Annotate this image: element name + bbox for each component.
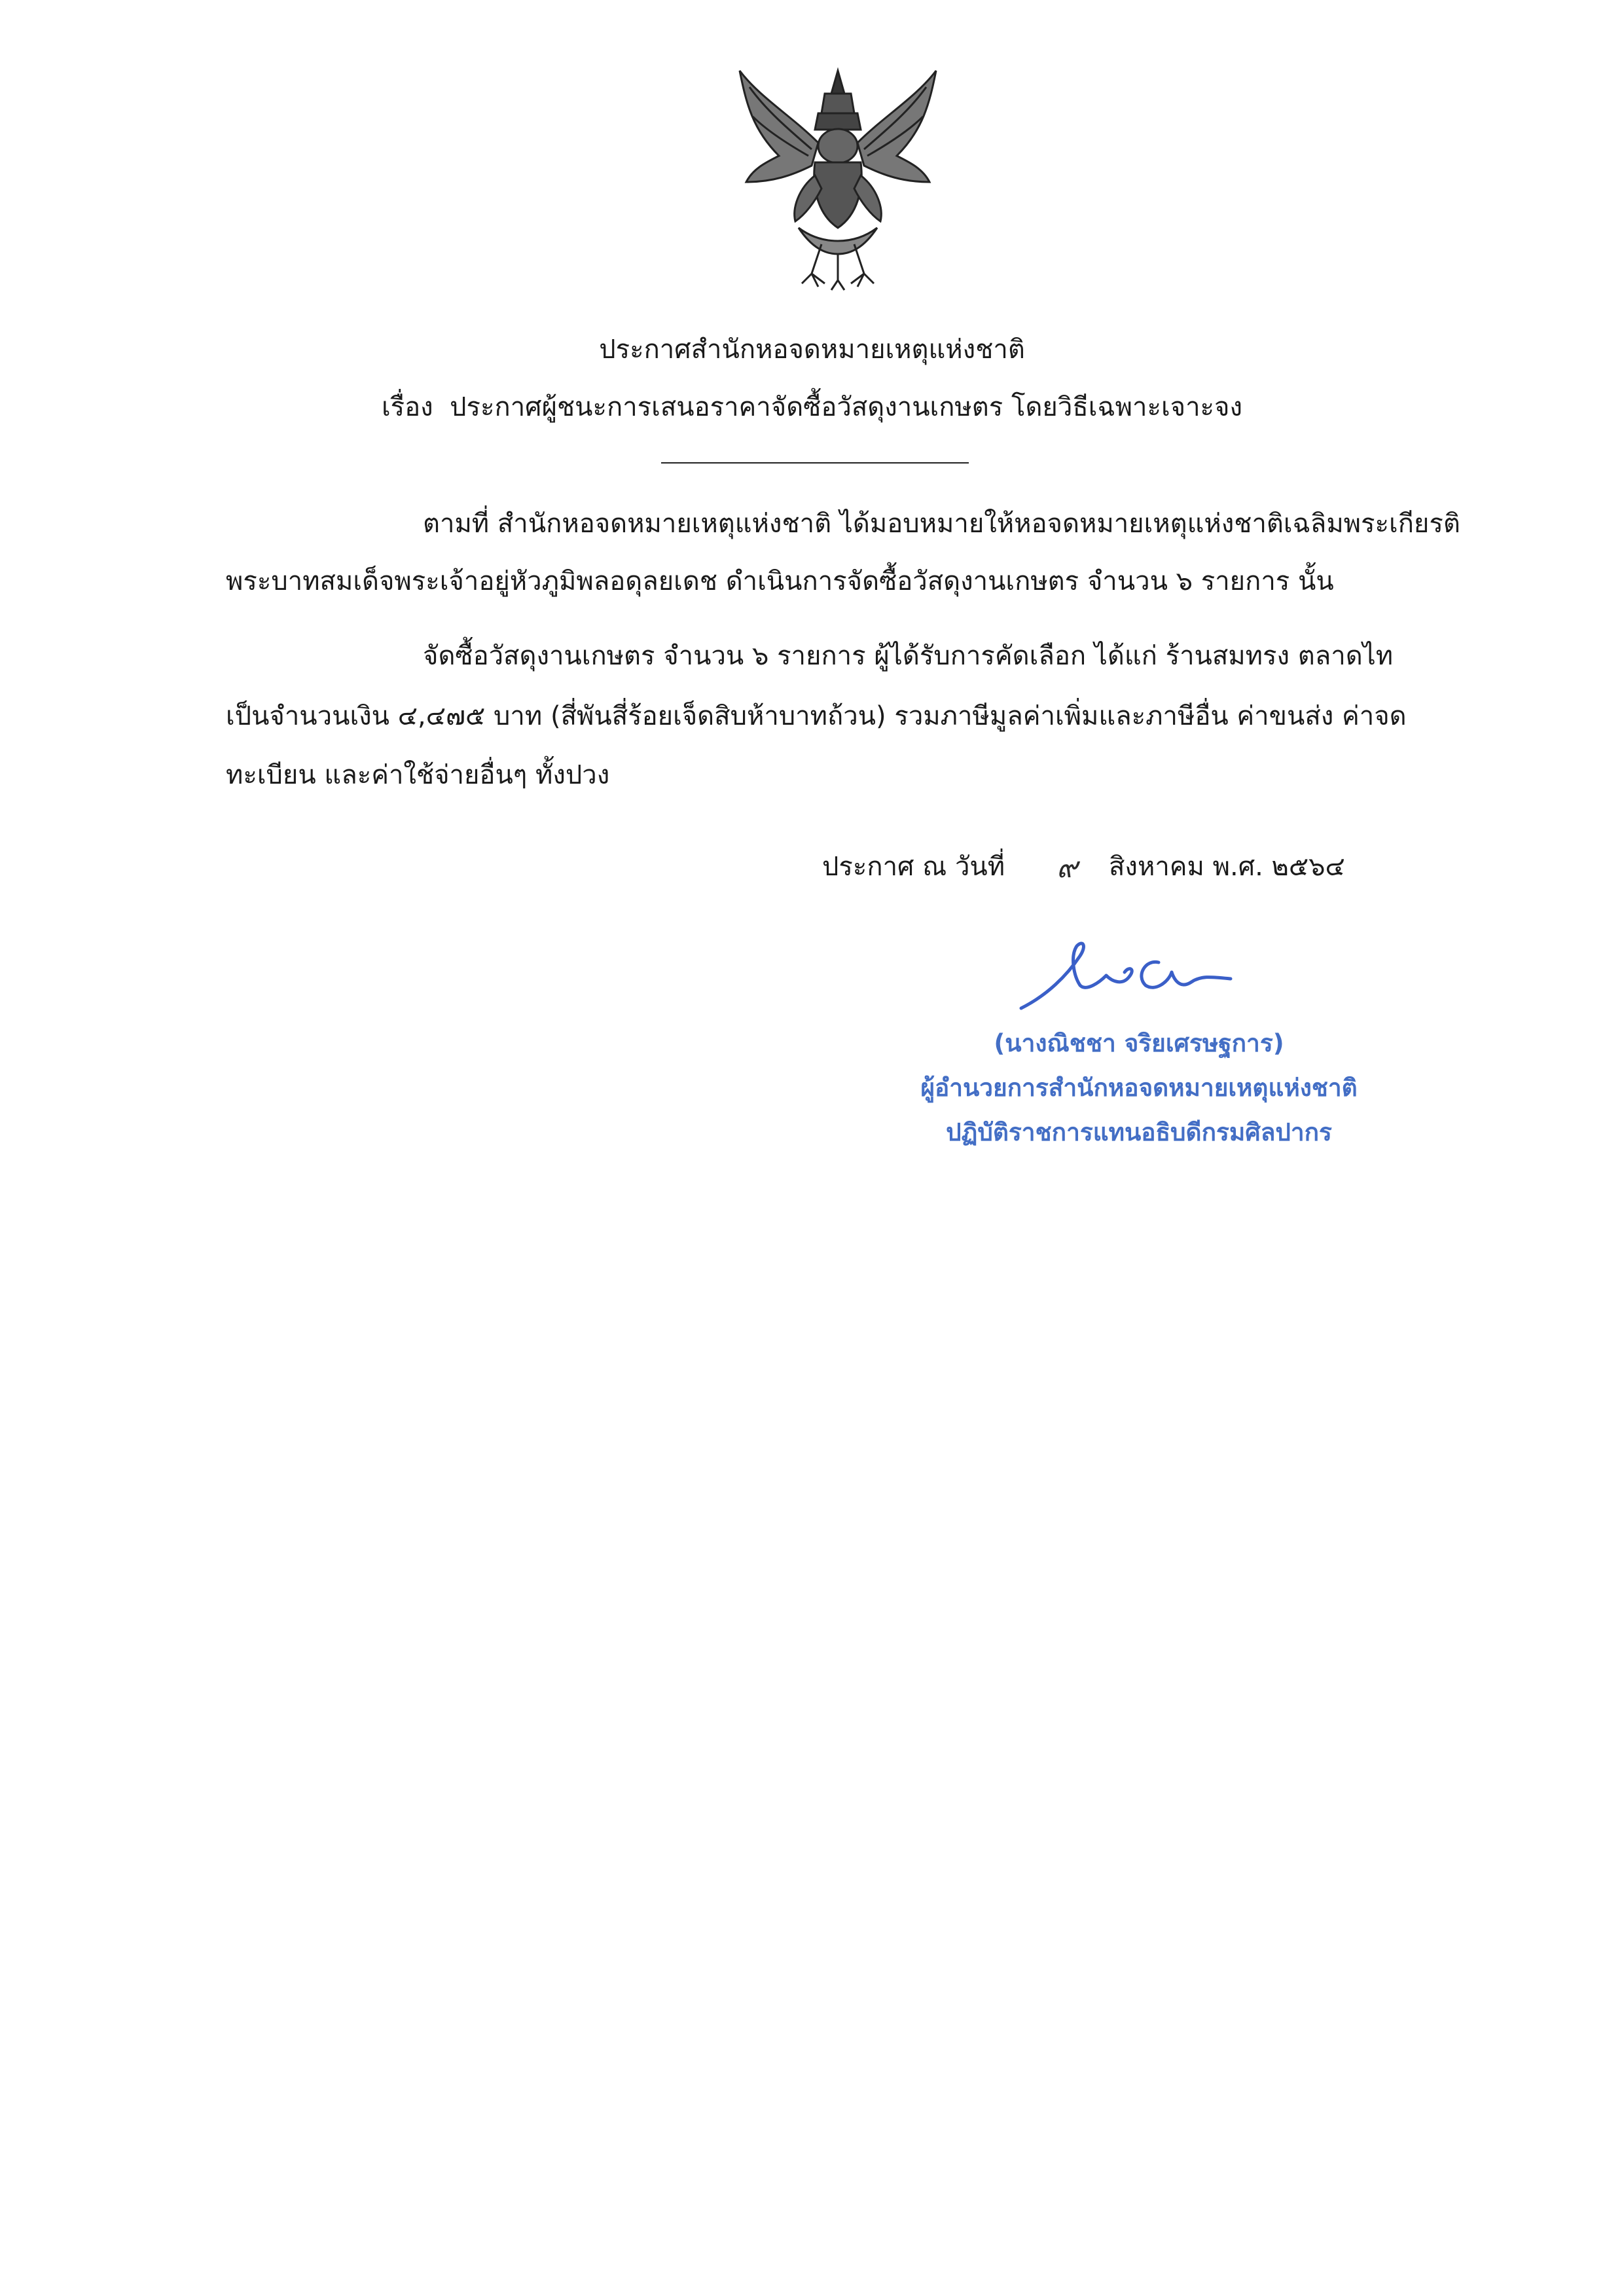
signatory-position-line-1: ผู้อำนวยการสำนักหอจดหมายเหตุแห่งชาติ <box>920 1074 1358 1102</box>
header-divider <box>661 462 969 464</box>
date-month-year: สิงหาคม พ.ศ. ๒๕๖๔ <box>1109 852 1345 882</box>
signature-icon <box>1008 930 1270 1021</box>
garuda-emblem-icon <box>733 58 943 293</box>
subject-text: ประกาศผู้ชนะการเสนอราคาจัดซื้อวัสดุงานเกษตร โดยวิธีเฉพาะเจาะจง <box>450 392 1242 422</box>
announcement-subject-line <box>0 389 1624 426</box>
announcement-title: ประกาศสำนักหอจดหมายเหตุแห่งชาติ <box>599 335 1025 365</box>
paragraph-2-line-3: ทะเบียน และค่าใช้จ่ายอื่นๆ ทั้งปวง <box>226 760 610 790</box>
paragraph-1-line-2: พระบาทสมเด็จพระเจ้าอยู่หัวภูมิพลอดุลยเดช ดำเนินการจัดซื้อวัสดุงานเกษตร จำนวน ๖ รายการ นั้น <box>226 566 1334 596</box>
paragraph-1-line-1: ตามที่ สำนักหอจดหมายเหตุแห่งชาติ ได้มอบหมายให้หอจดหมายเหตุแห่งชาติเฉลิมพระเกียรติ <box>423 509 1460 539</box>
paragraph-2-line-2: เป็นจำนวนเงิน ๔,๔๗๕ บาท (สี่พันสี่ร้อยเจ็ดสิบห้าบาทถ้วน) รวมภาษีมูลค่าเพิ่มและภาษีอื่น ค่าขนส่ง ค่าจด <box>226 701 1407 731</box>
signatory-name: (นางณิชชา จริยเศรษฐการ) <box>994 1029 1284 1057</box>
paragraph-2-line-1: จัดซื้อวัสดุงานเกษตร จำนวน ๖ รายการ ผู้ได้รับการคัดเลือก ได้แก่ ร้านสมทรง ตลาดไท <box>423 641 1394 671</box>
signatory-position-line-2: ปฏิบัติราชการแทนอธิบดีกรมศิลปากร <box>946 1118 1332 1146</box>
date-prefix: ประกาศ ณ วันที่ <box>822 852 1005 882</box>
date-day: ๙ <box>1056 851 1078 884</box>
subject-label: เรื่อง <box>381 392 433 422</box>
